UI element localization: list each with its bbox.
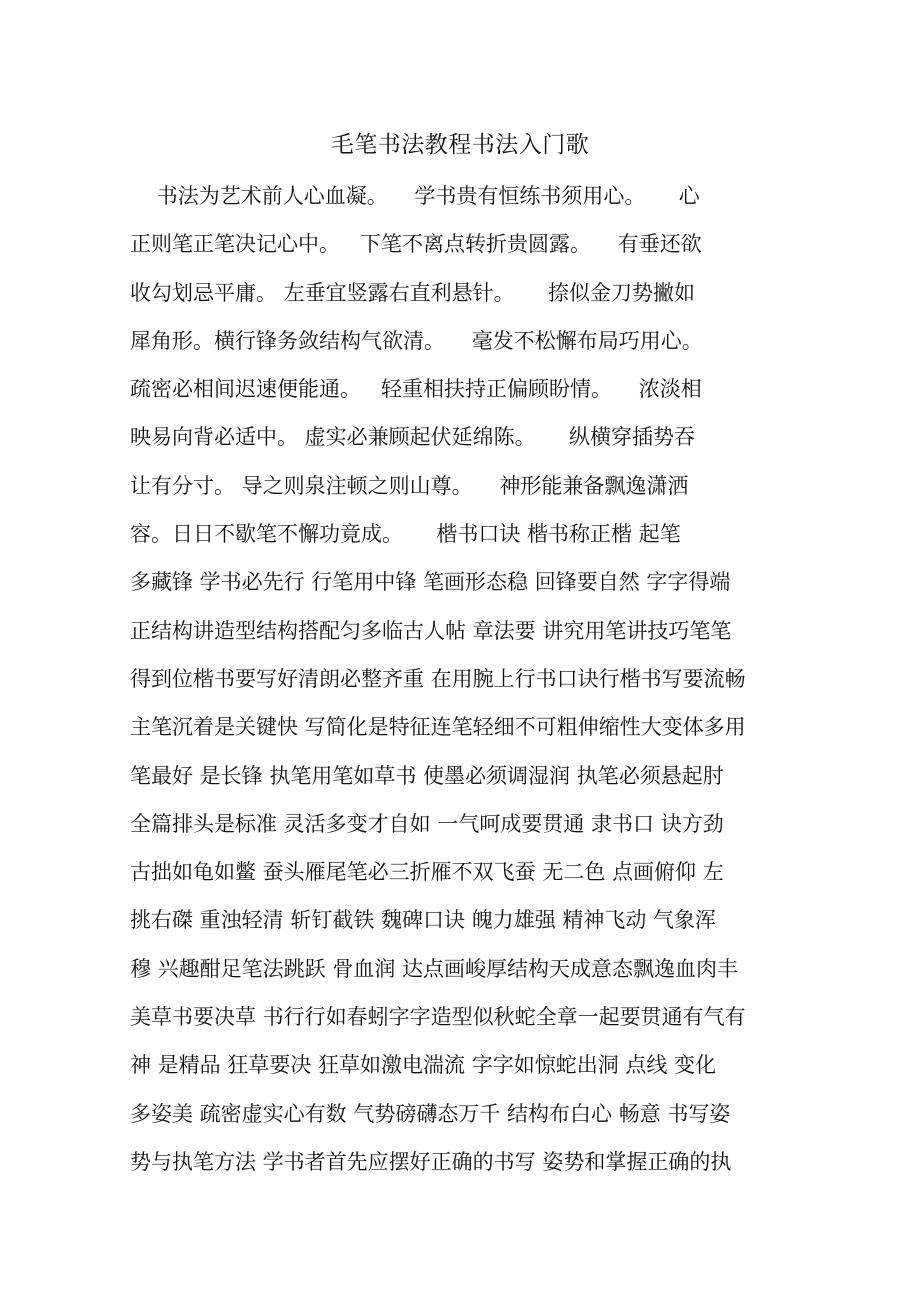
text-line: 多藏锋 学书必先行 行笔用中锋 笔画形态稳 回锋要自然 字字得端	[130, 570, 731, 595]
text-line: 书法为艺术前人心血凝。 学书贵有恒练书须用心。 心	[130, 184, 700, 208]
text-line: 多姿美 疏密虚实心有数 气势磅礴态万千 结构布白心 畅意 书写姿	[130, 1101, 731, 1126]
text-line: 挑右磔 重浊轻清 斩钉截铁 魏碑口诀 魄力雄强 精神飞动 气象浑	[130, 908, 717, 933]
text-line: 古拙如龟如鳖 蚕头雁尾笔必三折雁不双飞蚕 无二色 点画俯仰 左	[130, 860, 724, 885]
text-line: 收勾划忌平庸。 左垂宜竖露右直利悬针。 捺似金刀势撇如	[130, 280, 696, 305]
text-line: 让有分寸。 导之则泉注顿之则山尊。 神形能兼备飘逸潇洒	[130, 473, 689, 498]
text-line: 得到位楷书要写好清朗必整齐重 在用腕上行书口诀行楷书写要流畅	[130, 666, 746, 691]
text-line: 穆 兴趣酣足笔法跳跃 骨血润 达点画峻厚结构天成意态飘逸血肉丰	[130, 956, 739, 981]
text-line: 势与执笔方法 学书者首先应摆好正确的书写 姿势和掌握正确的执	[130, 1149, 732, 1174]
text-line: 全篇排头是标准 灵活多变才自如 一气呵成要贯通 隶书口 诀方劲	[130, 811, 724, 836]
text-line: 正结构讲造型结构搭配匀多临古人帖 章法要 讲究用笔讲技巧笔笔	[130, 618, 732, 643]
document-body	[130, 177, 790, 1191]
text-line: 疏密必相间迟速便能通。 轻重相扶持正偏顾盼情。 浓淡相	[130, 377, 702, 402]
text-line: 映易向背必适中。 虚实必兼顾起伏延绵陈。 纵横穿插势吞	[130, 425, 696, 450]
text-line: 神 是精品 狂草要决 狂草如激电湍流 字字如惊蛇出洞 点线 变化	[130, 1053, 717, 1078]
text-line: 犀角形。横行锋务敛结构气欲清。 毫发不松懈布局巧用心。	[130, 328, 703, 353]
text-line: 笔最好 是长锋 执笔用笔如草书 使墨必须调湿润 执笔必须悬起肘	[130, 763, 724, 788]
text-line: 主笔沉着是关键快 写简化是特征连笔轻细不可粗伸缩性大变体多用	[130, 715, 746, 740]
document-title: 毛笔书法教程书法入门歌	[330, 132, 590, 158]
text-line: 容。日日不歇笔不懈功竟成。 楷书口诀 楷书称正楷 起笔	[130, 522, 681, 547]
text-line: 美草书要决草 书行行如春蚓字字造型似秋蛇全章一起要贯通有气有	[130, 1005, 746, 1030]
text-line: 正则笔正笔决记心中。 下笔不离点转折贵圆露。 有垂还欲	[130, 232, 702, 257]
